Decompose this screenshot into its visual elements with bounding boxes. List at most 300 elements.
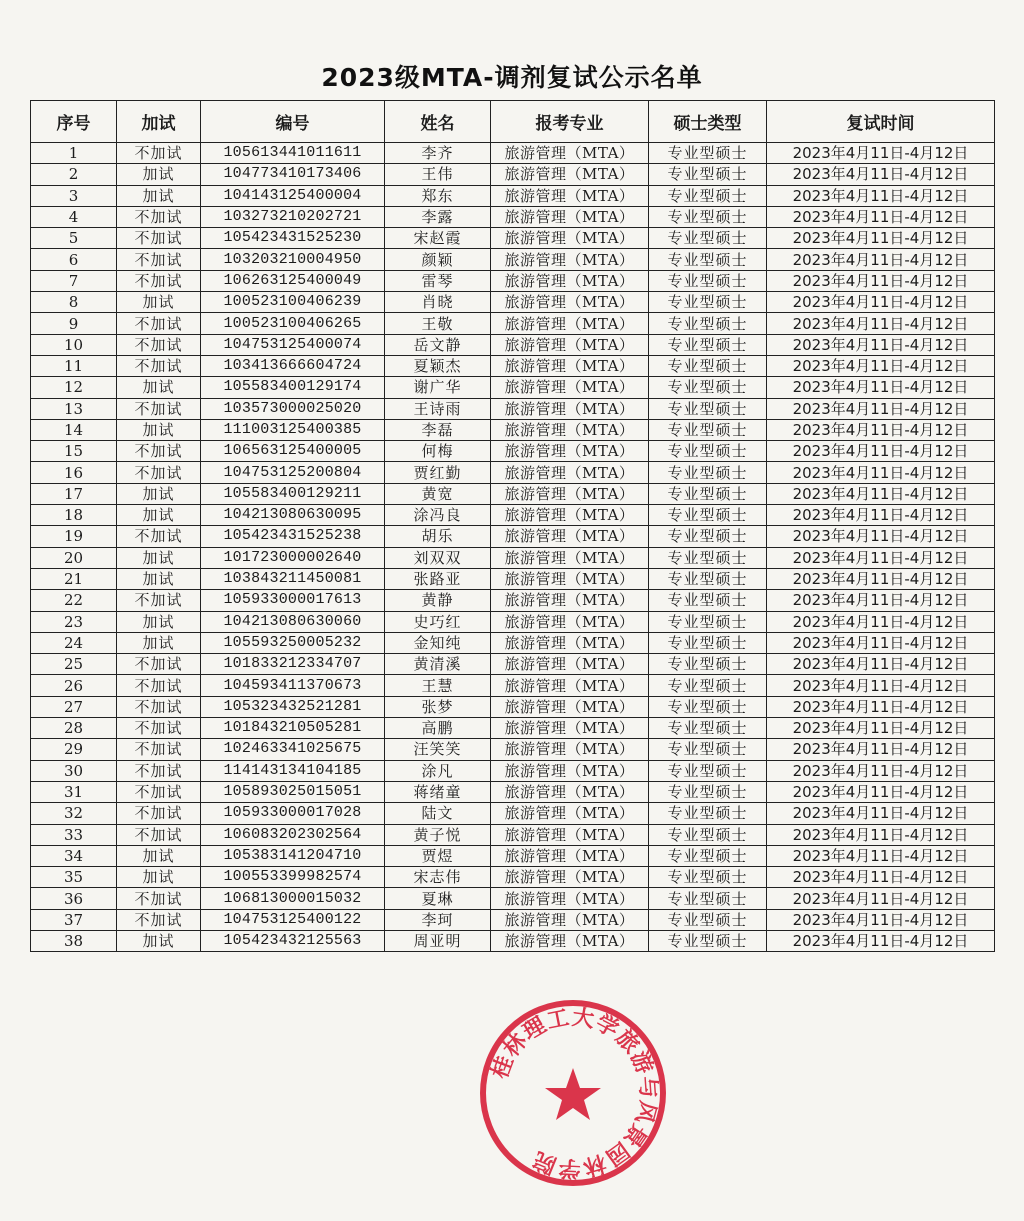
cell-id: 106083202302564 <box>201 824 385 845</box>
table-row <box>31 909 995 930</box>
table-row <box>31 441 995 462</box>
cell-seq: 16 <box>31 462 117 483</box>
cell-degree-type: 专业型硕士 <box>649 590 767 611</box>
table-row <box>31 313 995 334</box>
cell-name: 贾红勤 <box>385 462 491 483</box>
cell-name: 金知纯 <box>385 632 491 653</box>
cell-name: 高鹏 <box>385 718 491 739</box>
cell-interview-time: 2023年4月11日-4月12日 <box>767 270 995 291</box>
table-row <box>31 206 995 227</box>
cell-seq: 22 <box>31 590 117 611</box>
table-row <box>31 739 995 760</box>
cell-major: 旅游管理（MTA） <box>491 462 649 483</box>
cell-id: 101723000002640 <box>201 547 385 568</box>
cell-name: 夏琳 <box>385 888 491 909</box>
cell-extra-test: 不加试 <box>117 526 201 547</box>
cell-major: 旅游管理（MTA） <box>491 483 649 504</box>
cell-extra-test: 不加试 <box>117 313 201 334</box>
cell-major: 旅游管理（MTA） <box>491 803 649 824</box>
cell-interview-time: 2023年4月11日-4月12日 <box>767 143 995 164</box>
table-row <box>31 675 995 696</box>
cell-seq: 27 <box>31 696 117 717</box>
cell-name: 宋赵霞 <box>385 228 491 249</box>
cell-name: 王敬 <box>385 313 491 334</box>
seal-text: 桂林理工大学旅游与风景园林学院 <box>487 1005 661 1181</box>
cell-name: 涂冯良 <box>385 505 491 526</box>
cell-interview-time: 2023年4月11日-4月12日 <box>767 164 995 185</box>
cell-seq: 2 <box>31 164 117 185</box>
cell-extra-test: 加试 <box>117 505 201 526</box>
cell-id: 100553399982574 <box>201 867 385 888</box>
cell-interview-time: 2023年4月11日-4月12日 <box>767 803 995 824</box>
cell-extra-test: 不加试 <box>117 143 201 164</box>
cell-id: 114143134104185 <box>201 760 385 781</box>
cell-extra-test: 加试 <box>117 292 201 313</box>
cell-name: 宋志伟 <box>385 867 491 888</box>
cell-name: 王诗雨 <box>385 398 491 419</box>
header-interview-time: 复试时间 <box>767 101 995 143</box>
cell-interview-time: 2023年4月11日-4月12日 <box>767 483 995 504</box>
cell-interview-time: 2023年4月11日-4月12日 <box>767 930 995 951</box>
table-row <box>31 526 995 547</box>
table-row <box>31 760 995 781</box>
cell-degree-type: 专业型硕士 <box>649 419 767 440</box>
cell-interview-time: 2023年4月11日-4月12日 <box>767 398 995 419</box>
cell-interview-time: 2023年4月11日-4月12日 <box>767 505 995 526</box>
cell-interview-time: 2023年4月11日-4月12日 <box>767 526 995 547</box>
cell-id: 105893025015051 <box>201 781 385 802</box>
cell-seq: 19 <box>31 526 117 547</box>
cell-id: 103203210004950 <box>201 249 385 270</box>
cell-interview-time: 2023年4月11日-4月12日 <box>767 249 995 270</box>
cell-major: 旅游管理（MTA） <box>491 206 649 227</box>
cell-degree-type: 专业型硕士 <box>649 781 767 802</box>
cell-interview-time: 2023年4月11日-4月12日 <box>767 441 995 462</box>
cell-extra-test: 不加试 <box>117 590 201 611</box>
table-row <box>31 164 995 185</box>
cell-id: 104773410173406 <box>201 164 385 185</box>
cell-seq: 5 <box>31 228 117 249</box>
cell-degree-type: 专业型硕士 <box>649 270 767 291</box>
cell-degree-type: 专业型硕士 <box>649 441 767 462</box>
cell-extra-test: 不加试 <box>117 888 201 909</box>
cell-id: 105583400129174 <box>201 377 385 398</box>
cell-extra-test: 不加试 <box>117 760 201 781</box>
cell-extra-test: 不加试 <box>117 228 201 249</box>
cell-extra-test: 不加试 <box>117 718 201 739</box>
table-row <box>31 292 995 313</box>
cell-name: 张路亚 <box>385 568 491 589</box>
cell-seq: 36 <box>31 888 117 909</box>
cell-major: 旅游管理（MTA） <box>491 143 649 164</box>
cell-seq: 12 <box>31 377 117 398</box>
cell-interview-time: 2023年4月11日-4月12日 <box>767 355 995 376</box>
cell-degree-type: 专业型硕士 <box>649 568 767 589</box>
table-row <box>31 867 995 888</box>
cell-seq: 11 <box>31 355 117 376</box>
cell-seq: 31 <box>31 781 117 802</box>
cell-extra-test: 不加试 <box>117 781 201 802</box>
table-row <box>31 845 995 866</box>
table-row <box>31 888 995 909</box>
cell-id: 105423431525238 <box>201 526 385 547</box>
cell-extra-test: 不加试 <box>117 803 201 824</box>
cell-degree-type: 专业型硕士 <box>649 718 767 739</box>
cell-name: 周亚明 <box>385 930 491 951</box>
cell-interview-time: 2023年4月11日-4月12日 <box>767 845 995 866</box>
cell-extra-test: 加试 <box>117 164 201 185</box>
cell-degree-type: 专业型硕士 <box>649 867 767 888</box>
cell-id: 100523100406265 <box>201 313 385 334</box>
cell-interview-time: 2023年4月11日-4月12日 <box>767 377 995 398</box>
cell-id: 104593411370673 <box>201 675 385 696</box>
cell-extra-test: 加试 <box>117 547 201 568</box>
cell-extra-test: 不加试 <box>117 739 201 760</box>
cell-id: 105423431525230 <box>201 228 385 249</box>
cell-major: 旅游管理（MTA） <box>491 739 649 760</box>
cell-major: 旅游管理（MTA） <box>491 867 649 888</box>
cell-degree-type: 专业型硕士 <box>649 930 767 951</box>
cell-id: 111003125400385 <box>201 419 385 440</box>
cell-degree-type: 专业型硕士 <box>649 675 767 696</box>
table-row <box>31 185 995 206</box>
star-icon <box>545 1068 601 1120</box>
cell-interview-time: 2023年4月11日-4月12日 <box>767 909 995 930</box>
cell-id: 106813000015032 <box>201 888 385 909</box>
table-row <box>31 249 995 270</box>
cell-id: 104753125400122 <box>201 909 385 930</box>
cell-extra-test: 加试 <box>117 845 201 866</box>
cell-extra-test: 加试 <box>117 483 201 504</box>
cell-degree-type: 专业型硕士 <box>649 334 767 355</box>
cell-name: 黄静 <box>385 590 491 611</box>
cell-extra-test: 不加试 <box>117 249 201 270</box>
cell-interview-time: 2023年4月11日-4月12日 <box>767 867 995 888</box>
cell-name: 何梅 <box>385 441 491 462</box>
table-row <box>31 270 995 291</box>
cell-name: 蒋绪童 <box>385 781 491 802</box>
header-id: 编号 <box>201 101 385 143</box>
table-row <box>31 590 995 611</box>
table-row <box>31 228 995 249</box>
cell-id: 106263125400049 <box>201 270 385 291</box>
cell-extra-test: 不加试 <box>117 824 201 845</box>
cell-interview-time: 2023年4月11日-4月12日 <box>767 718 995 739</box>
cell-degree-type: 专业型硕士 <box>649 355 767 376</box>
table-row <box>31 547 995 568</box>
cell-seq: 21 <box>31 568 117 589</box>
cell-major: 旅游管理（MTA） <box>491 547 649 568</box>
cell-id: 105933000017028 <box>201 803 385 824</box>
header-major: 报考专业 <box>491 101 649 143</box>
cell-id: 104753125200804 <box>201 462 385 483</box>
table-row <box>31 398 995 419</box>
cell-interview-time: 2023年4月11日-4月12日 <box>767 781 995 802</box>
cell-degree-type: 专业型硕士 <box>649 164 767 185</box>
cell-id: 105583400129211 <box>201 483 385 504</box>
cell-seq: 9 <box>31 313 117 334</box>
cell-major: 旅游管理（MTA） <box>491 888 649 909</box>
cell-major: 旅游管理（MTA） <box>491 505 649 526</box>
cell-id: 105383141204710 <box>201 845 385 866</box>
cell-id: 102463341025675 <box>201 739 385 760</box>
table-row <box>31 568 995 589</box>
cell-name: 肖晓 <box>385 292 491 313</box>
cell-degree-type: 专业型硕士 <box>649 292 767 313</box>
cell-id: 105933000017613 <box>201 590 385 611</box>
cell-seq: 32 <box>31 803 117 824</box>
cell-seq: 4 <box>31 206 117 227</box>
cell-major: 旅游管理（MTA） <box>491 718 649 739</box>
header-seq: 序号 <box>31 101 117 143</box>
cell-major: 旅游管理（MTA） <box>491 526 649 547</box>
cell-extra-test: 加试 <box>117 632 201 653</box>
table-row <box>31 143 995 164</box>
cell-major: 旅游管理（MTA） <box>491 590 649 611</box>
cell-interview-time: 2023年4月11日-4月12日 <box>767 590 995 611</box>
cell-seq: 34 <box>31 845 117 866</box>
cell-seq: 3 <box>31 185 117 206</box>
cell-degree-type: 专业型硕士 <box>649 632 767 653</box>
cell-id: 103843211450081 <box>201 568 385 589</box>
cell-major: 旅游管理（MTA） <box>491 164 649 185</box>
cell-name: 贾煜 <box>385 845 491 866</box>
cell-interview-time: 2023年4月11日-4月12日 <box>767 228 995 249</box>
cell-degree-type: 专业型硕士 <box>649 206 767 227</box>
cell-name: 涂凡 <box>385 760 491 781</box>
cell-major: 旅游管理（MTA） <box>491 441 649 462</box>
cell-major: 旅游管理（MTA） <box>491 334 649 355</box>
cell-name: 李齐 <box>385 143 491 164</box>
cell-id: 103573000025020 <box>201 398 385 419</box>
cell-interview-time: 2023年4月11日-4月12日 <box>767 568 995 589</box>
cell-major: 旅游管理（MTA） <box>491 355 649 376</box>
cell-extra-test: 加试 <box>117 377 201 398</box>
cell-extra-test: 加试 <box>117 185 201 206</box>
cell-id: 100523100406239 <box>201 292 385 313</box>
cell-extra-test: 不加试 <box>117 206 201 227</box>
cell-degree-type: 专业型硕士 <box>649 824 767 845</box>
cell-degree-type: 专业型硕士 <box>649 803 767 824</box>
table-row <box>31 824 995 845</box>
cell-major: 旅游管理（MTA） <box>491 781 649 802</box>
cell-name: 谢广华 <box>385 377 491 398</box>
cell-id: 101843210505281 <box>201 718 385 739</box>
cell-name: 李露 <box>385 206 491 227</box>
cell-extra-test: 不加试 <box>117 398 201 419</box>
cell-major: 旅游管理（MTA） <box>491 675 649 696</box>
cell-degree-type: 专业型硕士 <box>649 696 767 717</box>
cell-seq: 18 <box>31 505 117 526</box>
cell-degree-type: 专业型硕士 <box>649 313 767 334</box>
cell-interview-time: 2023年4月11日-4月12日 <box>767 547 995 568</box>
cell-major: 旅游管理（MTA） <box>491 824 649 845</box>
cell-degree-type: 专业型硕士 <box>649 654 767 675</box>
cell-name: 岳文静 <box>385 334 491 355</box>
cell-name: 王慧 <box>385 675 491 696</box>
table-header-row <box>31 101 995 143</box>
cell-extra-test: 不加试 <box>117 441 201 462</box>
cell-name: 史巧红 <box>385 611 491 632</box>
cell-major: 旅游管理（MTA） <box>491 611 649 632</box>
cell-name: 颜颖 <box>385 249 491 270</box>
cell-seq: 24 <box>31 632 117 653</box>
cell-major: 旅游管理（MTA） <box>491 909 649 930</box>
cell-interview-time: 2023年4月11日-4月12日 <box>767 888 995 909</box>
cell-interview-time: 2023年4月11日-4月12日 <box>767 462 995 483</box>
cell-degree-type: 专业型硕士 <box>649 398 767 419</box>
cell-seq: 15 <box>31 441 117 462</box>
header-extra-test: 加试 <box>117 101 201 143</box>
cell-id: 105613441011611 <box>201 143 385 164</box>
cell-degree-type: 专业型硕士 <box>649 547 767 568</box>
table-row <box>31 505 995 526</box>
cell-degree-type: 专业型硕士 <box>649 377 767 398</box>
cell-seq: 28 <box>31 718 117 739</box>
cell-extra-test: 不加试 <box>117 696 201 717</box>
cell-id: 103273210202721 <box>201 206 385 227</box>
cell-extra-test: 不加试 <box>117 462 201 483</box>
table-row <box>31 611 995 632</box>
school-seal <box>478 998 668 1188</box>
cell-major: 旅游管理（MTA） <box>491 249 649 270</box>
cell-seq: 1 <box>31 143 117 164</box>
cell-extra-test: 不加试 <box>117 909 201 930</box>
cell-degree-type: 专业型硕士 <box>649 143 767 164</box>
cell-seq: 13 <box>31 398 117 419</box>
cell-major: 旅游管理（MTA） <box>491 270 649 291</box>
cell-major: 旅游管理（MTA） <box>491 845 649 866</box>
cell-interview-time: 2023年4月11日-4月12日 <box>767 185 995 206</box>
cell-name: 刘双双 <box>385 547 491 568</box>
roster-table <box>30 100 995 952</box>
cell-degree-type: 专业型硕士 <box>649 888 767 909</box>
cell-name: 陆文 <box>385 803 491 824</box>
cell-name: 夏颖杰 <box>385 355 491 376</box>
cell-interview-time: 2023年4月11日-4月12日 <box>767 611 995 632</box>
cell-degree-type: 专业型硕士 <box>649 909 767 930</box>
cell-id: 104213080630060 <box>201 611 385 632</box>
cell-degree-type: 专业型硕士 <box>649 611 767 632</box>
cell-degree-type: 专业型硕士 <box>649 462 767 483</box>
cell-id: 103413666604724 <box>201 355 385 376</box>
cell-major: 旅游管理（MTA） <box>491 313 649 334</box>
cell-seq: 10 <box>31 334 117 355</box>
cell-seq: 7 <box>31 270 117 291</box>
table-row <box>31 355 995 376</box>
cell-interview-time: 2023年4月11日-4月12日 <box>767 206 995 227</box>
cell-name: 李磊 <box>385 419 491 440</box>
table-row <box>31 377 995 398</box>
cell-seq: 25 <box>31 654 117 675</box>
cell-name: 王伟 <box>385 164 491 185</box>
cell-interview-time: 2023年4月11日-4月12日 <box>767 292 995 313</box>
cell-degree-type: 专业型硕士 <box>649 483 767 504</box>
table-row <box>31 930 995 951</box>
cell-degree-type: 专业型硕士 <box>649 185 767 206</box>
table-row <box>31 781 995 802</box>
cell-interview-time: 2023年4月11日-4月12日 <box>767 760 995 781</box>
table-row <box>31 419 995 440</box>
cell-name: 雷琴 <box>385 270 491 291</box>
cell-degree-type: 专业型硕士 <box>649 526 767 547</box>
cell-interview-time: 2023年4月11日-4月12日 <box>767 313 995 334</box>
cell-name: 李珂 <box>385 909 491 930</box>
cell-interview-time: 2023年4月11日-4月12日 <box>767 419 995 440</box>
cell-seq: 23 <box>31 611 117 632</box>
page-title: 2023级MTA-调剂复试公示名单 <box>321 63 703 92</box>
roster-body <box>31 143 995 952</box>
cell-seq: 29 <box>31 739 117 760</box>
cell-major: 旅游管理（MTA） <box>491 292 649 313</box>
cell-major: 旅游管理（MTA） <box>491 568 649 589</box>
cell-interview-time: 2023年4月11日-4月12日 <box>767 824 995 845</box>
cell-major: 旅游管理（MTA） <box>491 419 649 440</box>
cell-extra-test: 不加试 <box>117 334 201 355</box>
table-row <box>31 654 995 675</box>
cell-interview-time: 2023年4月11日-4月12日 <box>767 334 995 355</box>
cell-degree-type: 专业型硕士 <box>649 228 767 249</box>
cell-interview-time: 2023年4月11日-4月12日 <box>767 739 995 760</box>
table-row <box>31 803 995 824</box>
cell-seq: 6 <box>31 249 117 270</box>
cell-extra-test: 不加试 <box>117 355 201 376</box>
cell-seq: 8 <box>31 292 117 313</box>
cell-id: 105323432521281 <box>201 696 385 717</box>
cell-id: 101833212334707 <box>201 654 385 675</box>
cell-id: 106563125400005 <box>201 441 385 462</box>
cell-major: 旅游管理（MTA） <box>491 696 649 717</box>
cell-id: 104753125400074 <box>201 334 385 355</box>
cell-major: 旅游管理（MTA） <box>491 930 649 951</box>
cell-degree-type: 专业型硕士 <box>649 249 767 270</box>
cell-degree-type: 专业型硕士 <box>649 739 767 760</box>
cell-major: 旅游管理（MTA） <box>491 228 649 249</box>
table-row <box>31 334 995 355</box>
cell-name: 黄宽 <box>385 483 491 504</box>
table-row <box>31 718 995 739</box>
table-row <box>31 632 995 653</box>
cell-major: 旅游管理（MTA） <box>491 654 649 675</box>
cell-seq: 33 <box>31 824 117 845</box>
cell-major: 旅游管理（MTA） <box>491 760 649 781</box>
cell-major: 旅游管理（MTA） <box>491 185 649 206</box>
cell-interview-time: 2023年4月11日-4月12日 <box>767 632 995 653</box>
cell-degree-type: 专业型硕士 <box>649 505 767 526</box>
cell-major: 旅游管理（MTA） <box>491 377 649 398</box>
cell-interview-time: 2023年4月11日-4月12日 <box>767 696 995 717</box>
cell-extra-test: 加试 <box>117 419 201 440</box>
cell-name: 胡乐 <box>385 526 491 547</box>
cell-seq: 35 <box>31 867 117 888</box>
cell-id: 105423432125563 <box>201 930 385 951</box>
cell-name: 张梦 <box>385 696 491 717</box>
cell-degree-type: 专业型硕士 <box>649 845 767 866</box>
cell-degree-type: 专业型硕士 <box>649 760 767 781</box>
cell-interview-time: 2023年4月11日-4月12日 <box>767 675 995 696</box>
table-row <box>31 696 995 717</box>
cell-extra-test: 加试 <box>117 930 201 951</box>
cell-extra-test: 加试 <box>117 611 201 632</box>
table-row <box>31 462 995 483</box>
cell-name: 黄清溪 <box>385 654 491 675</box>
cell-name: 汪笑笑 <box>385 739 491 760</box>
cell-major: 旅游管理（MTA） <box>491 632 649 653</box>
cell-seq: 14 <box>31 419 117 440</box>
cell-id: 104143125400004 <box>201 185 385 206</box>
cell-seq: 37 <box>31 909 117 930</box>
cell-name: 郑东 <box>385 185 491 206</box>
